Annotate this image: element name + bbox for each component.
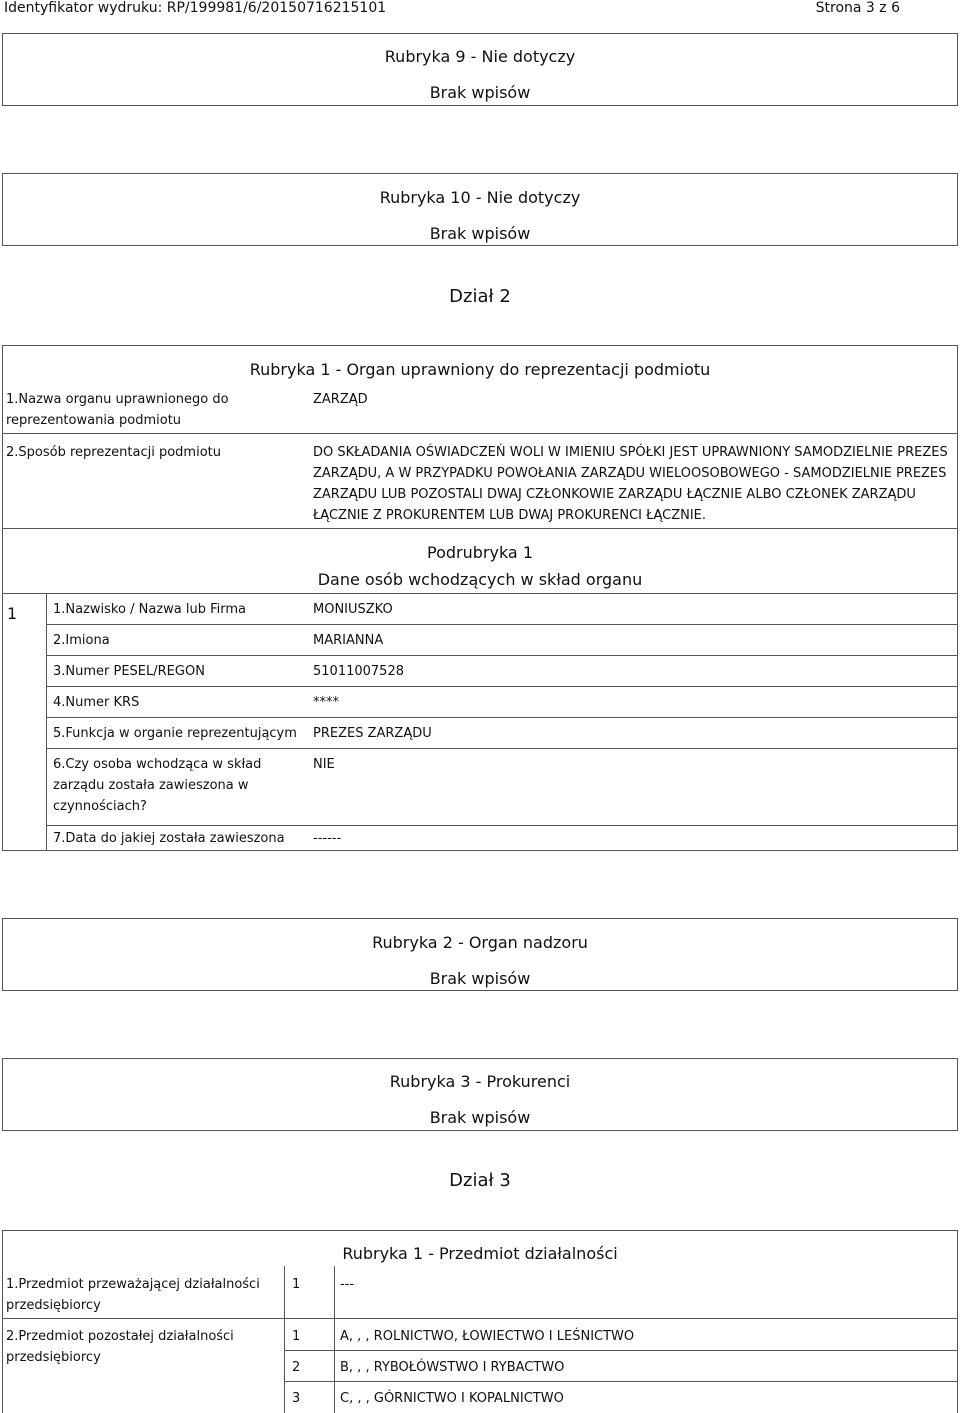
person-function-label: 5.Funkcja w organie reprezentującym: [53, 726, 297, 741]
person-krs-label: 4.Numer KRS: [53, 695, 140, 710]
other-activity-value: C, , , GÓRNICTWO I KOPALNICTWO: [340, 1391, 564, 1406]
print-identifier: Identyfikator wydruku: RP/199981/6/20150716215101: [4, 0, 387, 16]
rubryka-10-empty: Brak wpisów: [429, 224, 531, 243]
divider: [46, 655, 958, 656]
main-activity-num: 1: [292, 1277, 301, 1292]
rubryka-3-empty: Brak wpisów: [429, 1108, 531, 1127]
rubryka-2-empty: Brak wpisów: [429, 969, 531, 988]
other-activity-value: A, , , ROLNICTWO, ŁOWIECTWO I LEŚNICTWO: [340, 1329, 635, 1344]
rubryka-10-title: Rubryka 10 - Nie dotyczy: [379, 188, 581, 207]
representation-method-label: 2.Sposób reprezentacji podmiotu: [6, 445, 221, 460]
person-surname-label: 1.Nazwisko / Nazwa lub Firma: [53, 602, 246, 617]
organ-name-value: ZARZĄD: [313, 392, 368, 407]
divider: [2, 593, 958, 594]
divider: [284, 1381, 958, 1382]
other-activity-num: 2: [292, 1360, 301, 1375]
divider: [46, 624, 958, 625]
divider: [2, 433, 958, 434]
divider: [46, 748, 958, 749]
dzial-3-rubryka-1-box: [2, 1230, 958, 1413]
main-activity-label: 1.Przedmiot przeważającej działalności przedsiębiorcy: [6, 1277, 260, 1313]
rubryka-9-title: Rubryka 9 - Nie dotyczy: [384, 47, 576, 66]
other-activity-num: 3: [292, 1391, 301, 1406]
person-suspended-until-value: ------: [313, 831, 342, 846]
divider: [2, 528, 958, 529]
person-suspended-until-label: 7.Data do jakiej została zawieszona: [53, 831, 285, 846]
divider: [2, 1318, 958, 1319]
other-activity-label: 2.Przedmiot pozostałej działalności przedsiębiorcy: [6, 1329, 234, 1365]
main-activity-value: ---: [340, 1277, 355, 1292]
other-activity-num: 1: [292, 1329, 301, 1344]
person-index: 1: [7, 604, 18, 623]
divider: [46, 593, 47, 850]
person-pesel-value: 51011007528: [313, 664, 404, 679]
rubryka-10-box: [2, 173, 958, 246]
divider: [284, 1266, 285, 1413]
podrubryka-title: Podrubryka 1: [427, 543, 533, 562]
organ-name-label: 1.Nazwa organu uprawnionego do reprezentowania podmiotu: [6, 392, 229, 428]
activity-rubryka-title: Rubryka 1 - Przedmiot działalności: [342, 1244, 618, 1263]
rubryka-9-empty: Brak wpisów: [429, 83, 531, 102]
person-firstname-label: 2.Imiona: [53, 633, 110, 648]
rubryka-3-box: [2, 1058, 958, 1131]
page-number: Strona 3 z 6: [815, 0, 900, 16]
other-activity-value: B, , , RYBOŁÓWSTWO I RYBACTWO: [340, 1360, 565, 1375]
podrubryka-subtitle: Dane osób wchodzących w skład organu: [317, 570, 643, 589]
person-function-value: PREZES ZARZĄDU: [313, 726, 432, 741]
person-suspended-value: NIE: [313, 757, 335, 772]
organ-rubryka-title: Rubryka 1 - Organ uprawniony do reprezentacji podmiotu: [249, 360, 711, 379]
dzial-3-title: Dział 3: [449, 1170, 511, 1191]
person-pesel-label: 3.Numer PESEL/REGON: [53, 664, 205, 679]
person-krs-value: ****: [313, 695, 339, 710]
person-surname-value: MONIUSZKO: [313, 602, 393, 617]
rubryka-3-title: Rubryka 3 - Prokurenci: [389, 1072, 571, 1091]
rubryka-9-box: [2, 33, 958, 106]
divider: [284, 1350, 958, 1351]
divider: [46, 686, 958, 687]
divider: [334, 1266, 335, 1413]
person-suspended-label: 6.Czy osoba wchodząca w skład zarządu została zawieszona w czynnościach?: [53, 757, 262, 814]
rubryka-2-title: Rubryka 2 - Organ nadzoru: [372, 933, 588, 952]
dzial-2-title: Dział 2: [449, 286, 511, 307]
representation-method-value: DO SKŁADANIA OŚWIADCZEŃ WOLI W IMIENIU SPÓŁKI JEST UPRAWNIONY SAMODZIELNIE PREZES ZARZĄDU, A W PRZYPADKU POWOŁANIA ZARZĄDU WIELOOSOBOWEGO - SAMODZIELNIE PREZES ZARZĄDU LUB POZOSTALI DWAJ CZŁONKOWIE ZARZĄDU ŁĄCZNIE ALBO CZŁONEK ZARZĄDU ŁĄCZNIE Z PROKURENTEM LUB DWAJ PROKURENCI ŁĄCZNIE.: [313, 445, 948, 523]
person-firstname-value: MARIANNA: [313, 633, 384, 648]
divider: [46, 825, 958, 826]
divider: [46, 717, 958, 718]
rubryka-2-box: [2, 918, 958, 991]
